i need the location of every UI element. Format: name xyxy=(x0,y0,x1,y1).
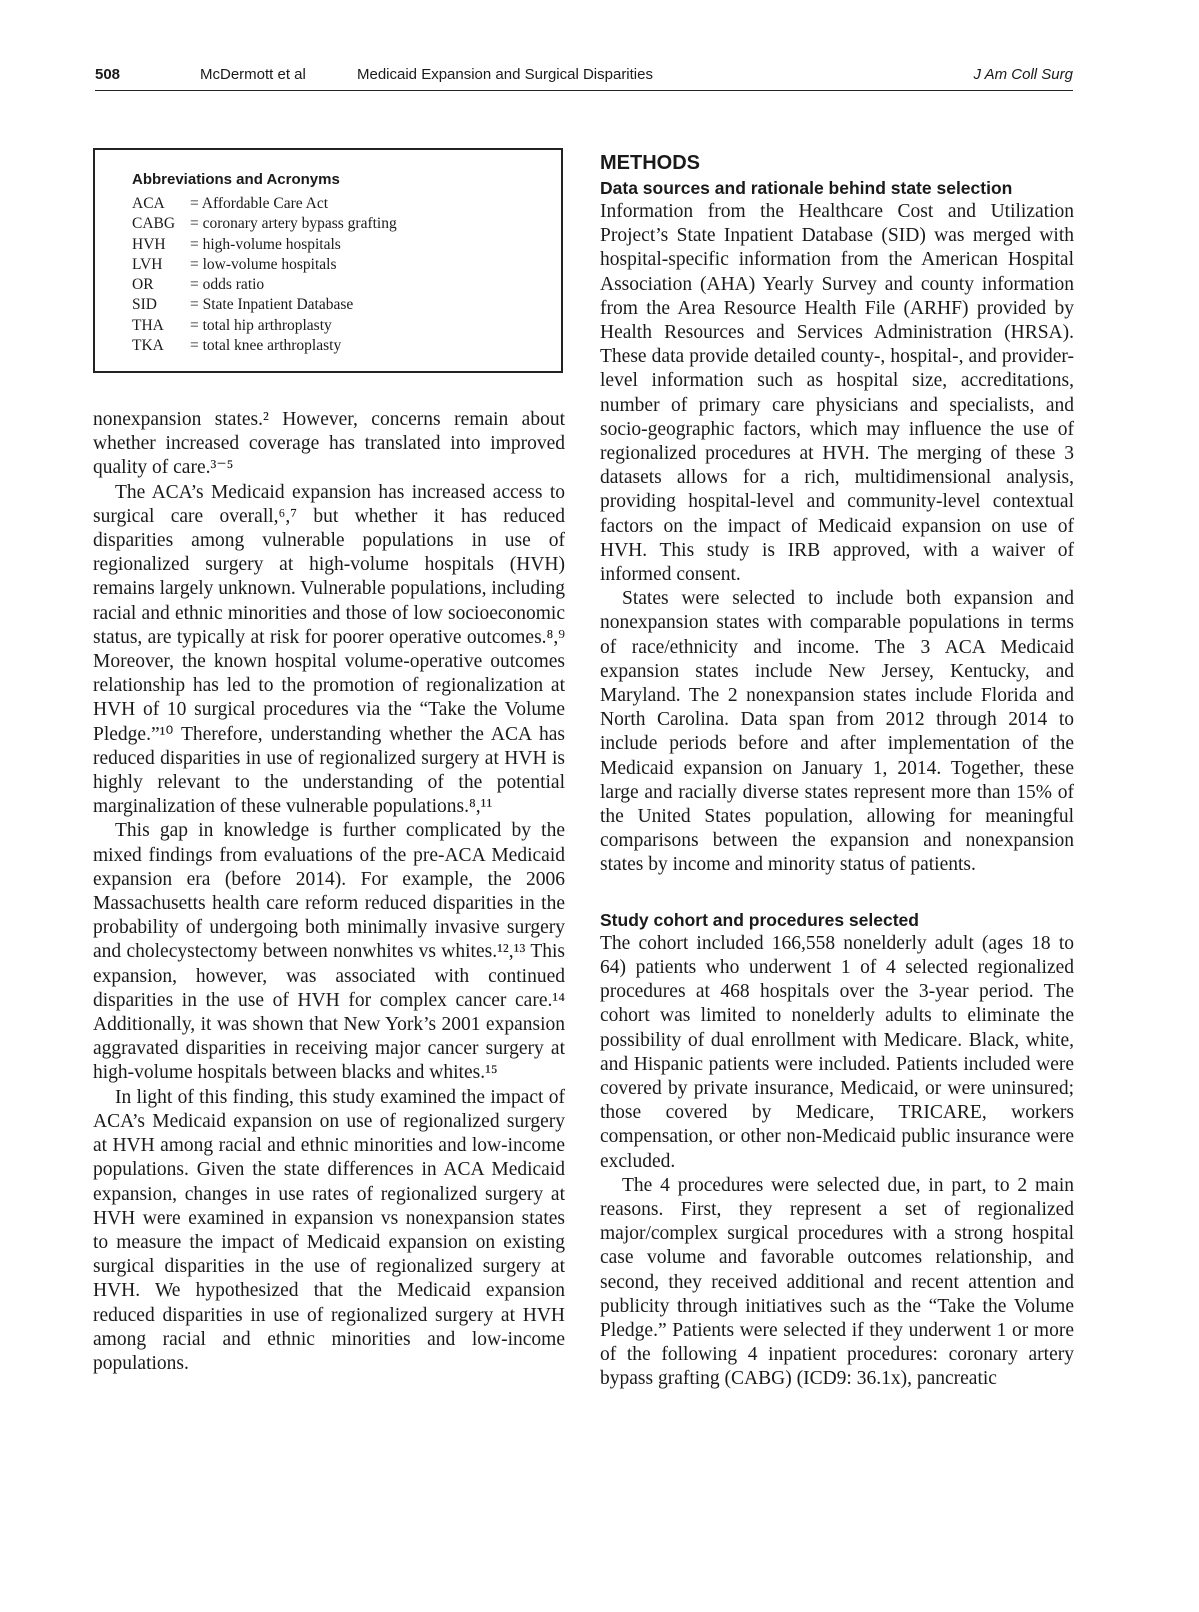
subsection-title-data-sources: Data sources and rationale behind state selection xyxy=(600,178,1013,198)
abbreviation-row xyxy=(132,255,397,275)
body-paragraph: Information from the Healthcare Cost and Utilization Project’s State Inpatient Database (SID) was merged with hospital-specific information from the American Hospital Association (AHA) Yearly Survey and county information from the Area Resource Health File (ARHF) provided by Health Resources and Services Administration (HRSA). These data provide detailed county-, hospital-, and provider-level information such as hospital size, accreditations, number of primary care physicians and specialists, and socio-geographic factors, which may influence the use of regionalized procedures at HVH. The merging of these 3 datasets allows for a rich, multidimensional analysis, providing hospital-level and community-level contextual factors on the impact of Medicaid expansion on use of HVH. This study is IRB approved, with a waiver of informed consent. xyxy=(600,201,1074,586)
abbreviation-value: = State Inpatient Database xyxy=(190,296,354,314)
body-paragraph: The 4 procedures were selected due, in part, to 2 main reasons. First, they represent a set of regionalized major/complex surgical procedures with a strong hospital case volume and favorable outcomes relationship, and second, they received additional and recent attention and publicity through initiatives such as the “Take the Volume Pledge.” Patients were selected if they underwent 1 or more of the following 4 inpatient procedures: coronary artery bypass grafting (CABG) (ICD9: 36.1x), pancreatic xyxy=(600,1174,1074,1390)
body-paragraph: This gap in knowledge is further complicated by the mixed findings from evaluations of the pre-ACA Medicaid expansion era (before 2014). For example, the 2006 Massachusetts health care reform reduced disparities in the probability of undergoing both minimally invasive surgery and cholecystectomy between nonwhites vs whites.¹²,¹³ This expansion, however, was associated with continued disparities in the use of HVH for complex cancer care.¹⁴ Additionally, it was shown that New York’s 2001 expansion aggravated disparities in receiving major cancer surgery at high-volume hospitals between blacks and whites.¹⁵ xyxy=(93,820,565,1084)
header-journal: J Am Coll Surg xyxy=(973,66,1073,83)
abbreviation-row xyxy=(132,295,397,315)
abbreviations-box xyxy=(93,148,563,373)
abbreviations-list xyxy=(132,194,397,356)
subsection-title-study-cohort: Study cohort and procedures selected xyxy=(600,909,919,930)
abbreviation-row xyxy=(132,214,397,234)
abbreviation-value: = coronary artery bypass grafting xyxy=(190,215,397,233)
page-number: 508 xyxy=(95,66,121,83)
abbreviation-key: OR xyxy=(132,276,154,294)
abbreviation-key: CABG xyxy=(132,215,176,233)
header-title: Medicaid Expansion and Surgical Disparities xyxy=(357,66,653,83)
abbreviation-key: TKA xyxy=(132,337,164,355)
abbreviation-key: HVH xyxy=(132,235,166,253)
abbreviation-row xyxy=(132,336,397,356)
section-title-methods: METHODS xyxy=(600,152,700,174)
abbreviation-value: = high-volume hospitals xyxy=(190,235,341,253)
abbreviation-row xyxy=(132,194,397,214)
abbreviation-value: = odds ratio xyxy=(190,276,265,294)
body-paragraph: The cohort included 166,558 nonelderly adult (ages 18 to 64) patients who underwent 1 of 4 selected regionalized procedures at 468 hospitals over the 3-year period. The cohort was limited to nonelderly adults to eliminate the possibility of dual enrollment with Medicare. Black, white, and Hispanic patients were included. Patients included were covered by private insurance, Medicaid, or were uninsured; those covered by Medicare, TRICARE, workers compensation, or other non-Medicaid public insurance were excluded. xyxy=(600,932,1074,1172)
right-column xyxy=(600,150,1074,1392)
body-paragraph: The ACA’s Medicaid expansion has increased access to surgical care overall,⁶,⁷ but whether it has reduced disparities among vulnerable populations in use of regionalized surgery at high-volume hospitals (HVH) remains largely unknown. Vulnerable populations, including racial and ethnic minorities and those of low socioeconomic status, are typically at risk for poorer operative outcomes.⁸,⁹ Moreover, the known hospital volume-operative outcomes relationship has led to the promotion of regionalization at HVH of 10 surgical procedures via the “Take the Volume Pledge.”¹⁰ Therefore, understanding whether the ACA has reduced disparities in use of regionalized surgery at HVH is highly relevant to the understanding of the potential marginalization of these vulnerable populations.⁸,¹¹ xyxy=(93,481,565,818)
abbreviation-row xyxy=(132,316,397,336)
body-paragraph: nonexpansion states.² However, concerns remain about whether increased coverage has translated into improved quality of care.³⁻⁵ xyxy=(93,409,565,479)
body-paragraph: In light of this finding, this study examined the impact of ACA’s Medicaid expansion on use of regionalized surgery at HVH among racial and ethnic minorities and low-income populations. Given the state differences in ACA Medicaid expansion, changes in use rates of regionalized surgery at HVH were examined in expansion vs nonexpansion states to measure the impact of Medicaid expansion on existing surgical disparities in the use of regionalized surgery at HVH. We hypothesized that the Medicaid expansion reduced disparities in use of regionalized surgery at HVH among racial and ethnic minorities and low-income populations. xyxy=(93,1086,565,1374)
header-authors: McDermott et al xyxy=(200,66,306,83)
body-paragraph: States were selected to include both expansion and nonexpansion states with comparable populations in terms of race/ethnicity and income. The 3 ACA Medicaid expansion states include New Jersey, Kentucky, and Maryland. The 2 nonexpansion states include Florida and North Carolina. Data span from 2012 through 2014 to include periods before and after implementation of the Medicaid expansion on January 1, 2014. Together, these large and racially diverse states represent more than 15% of the United States population, allowing for meaningful comparisons between the expansion and nonexpansion states by income and minority status of patients. xyxy=(600,588,1074,876)
section-spacer xyxy=(600,878,1074,908)
abbreviation-row xyxy=(132,275,397,295)
abbreviation-value: = total hip arthroplasty xyxy=(190,316,332,334)
abbreviation-value: = total knee arthroplasty xyxy=(190,337,342,355)
abbreviation-key: LVH xyxy=(132,255,163,273)
abbreviation-row xyxy=(132,235,397,255)
abbreviation-key: THA xyxy=(132,316,164,334)
abbreviation-key: SID xyxy=(132,296,157,314)
left-column xyxy=(93,408,565,1376)
abbreviation-value: = low-volume hospitals xyxy=(190,255,337,273)
abbreviation-value: = Affordable Care Act xyxy=(190,195,329,212)
abbreviations-title: Abbreviations and Acronyms xyxy=(132,171,340,188)
running-header xyxy=(95,64,1073,91)
abbreviation-key: ACA xyxy=(132,195,165,212)
